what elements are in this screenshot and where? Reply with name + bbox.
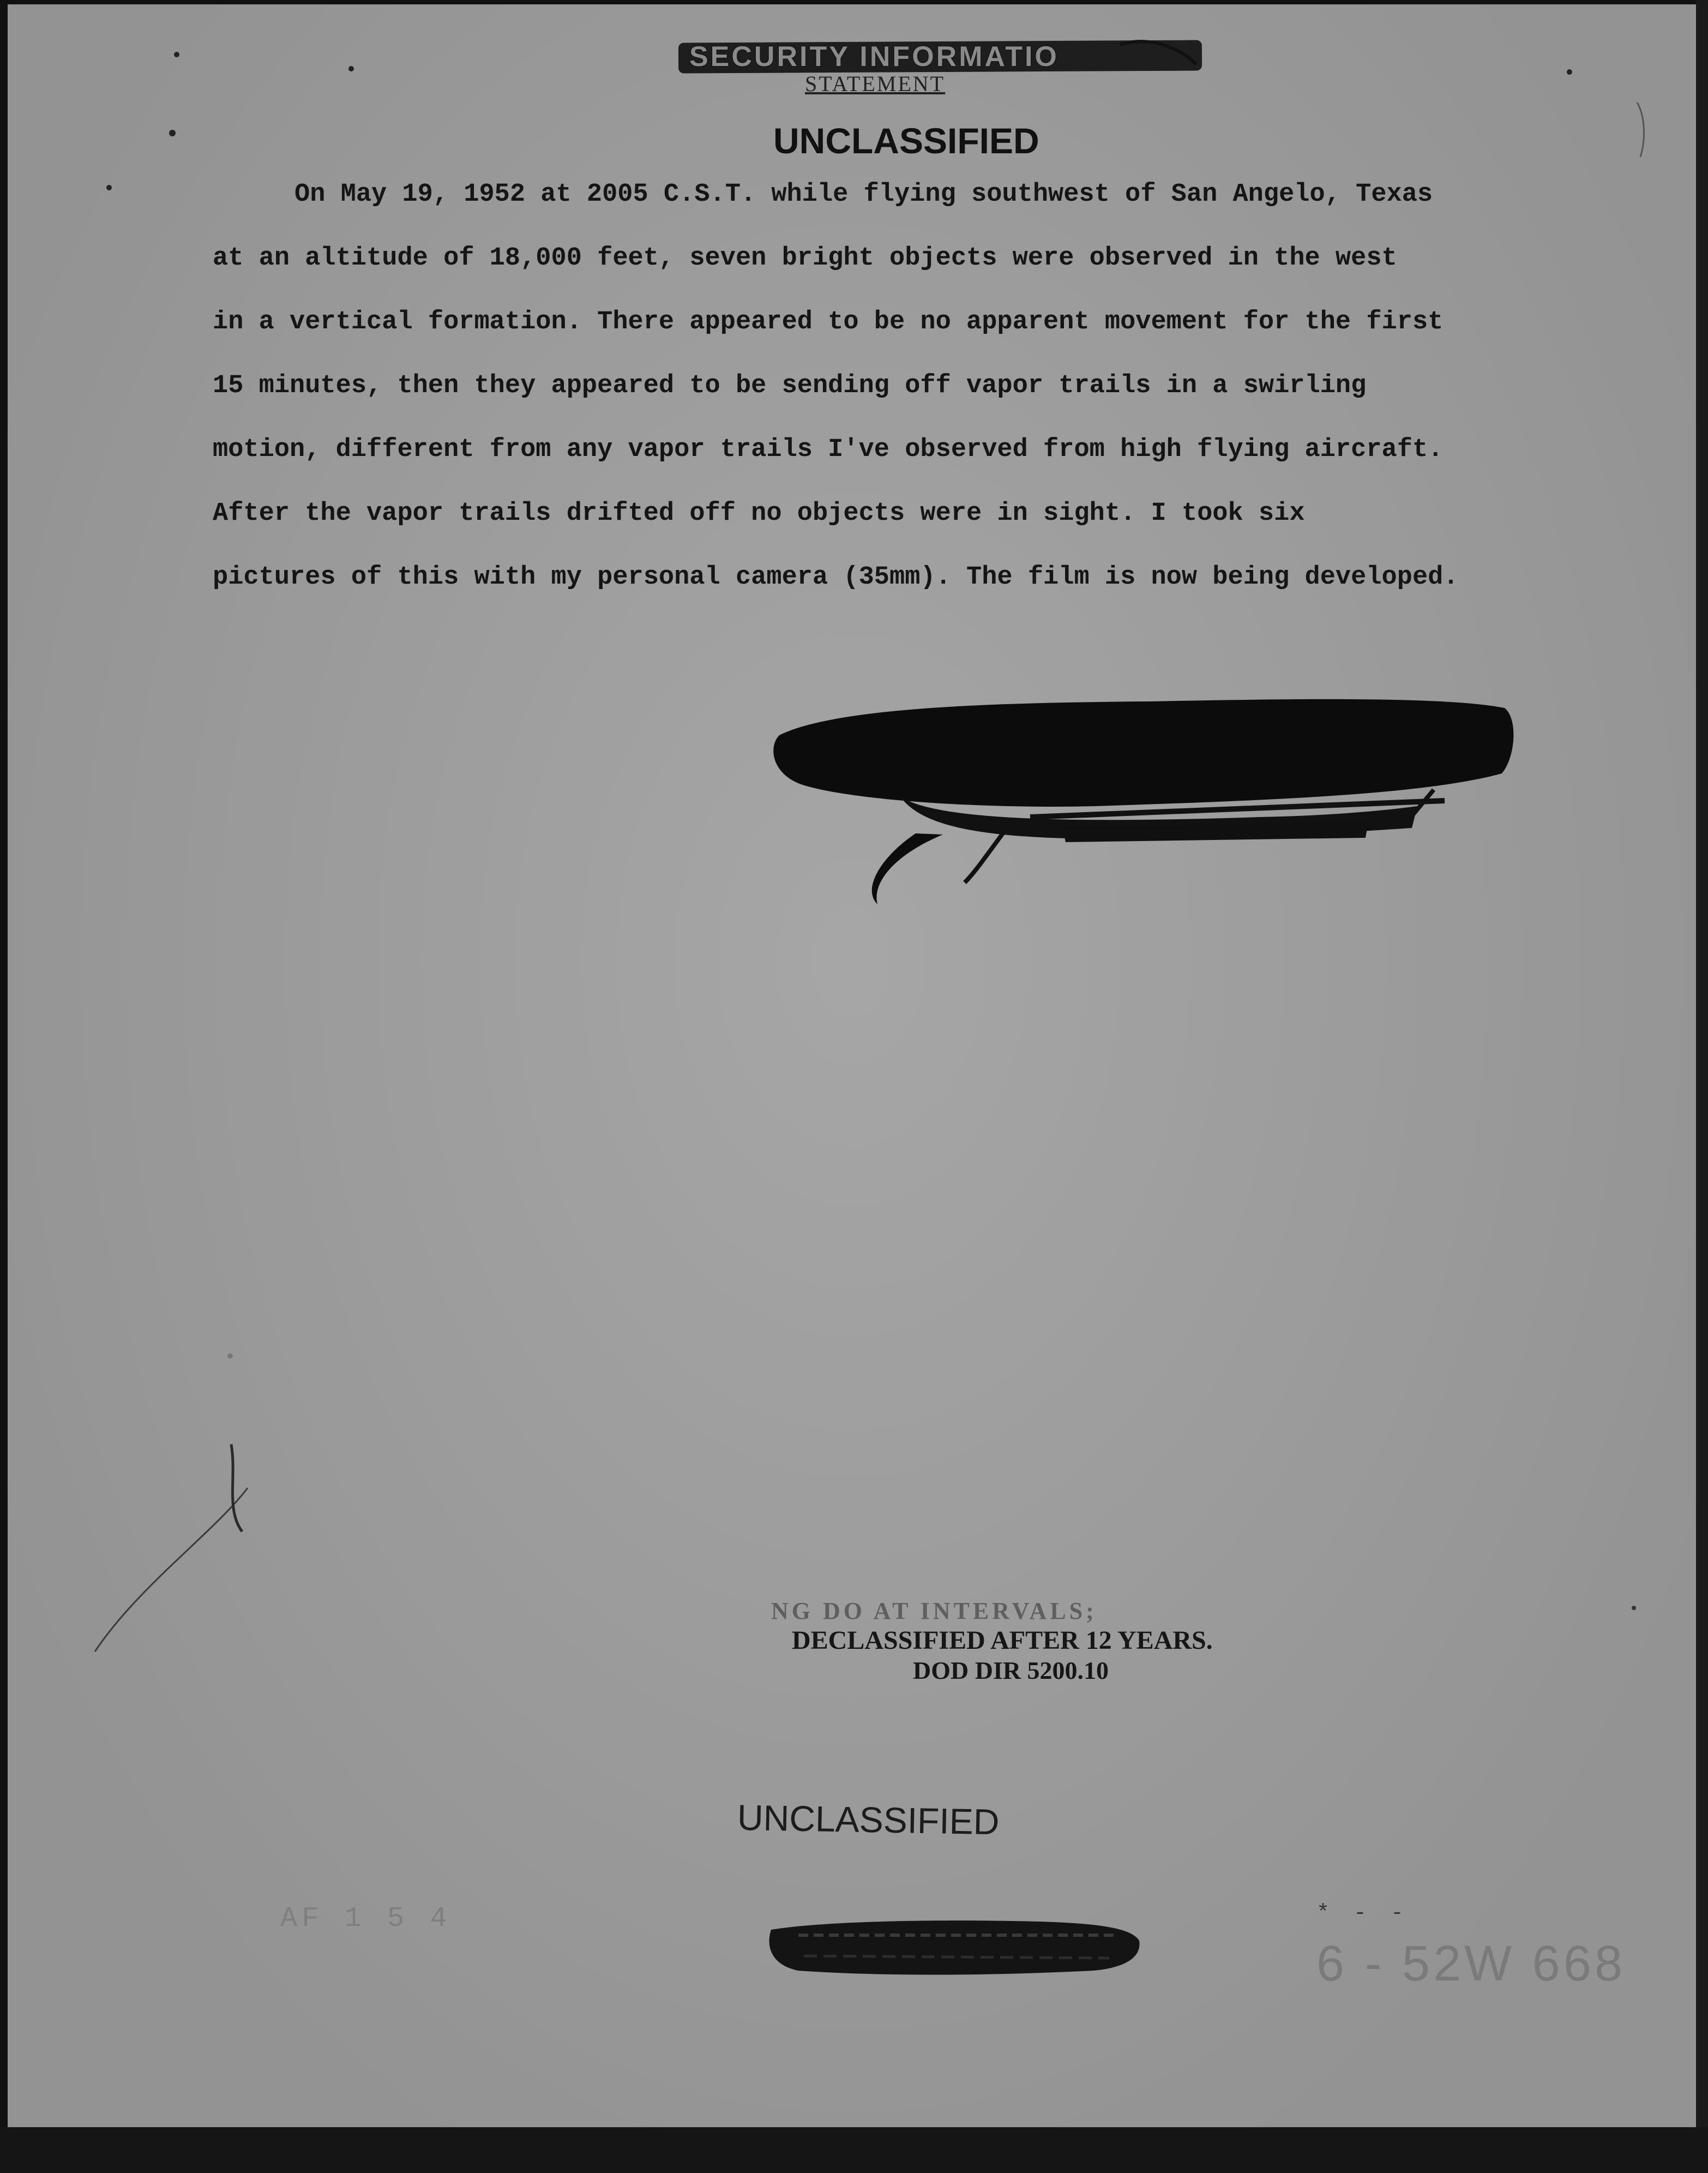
classification-header: UNCLASSIFIED <box>773 121 1039 161</box>
statement-body <box>213 163 1543 609</box>
redacted-stamp <box>766 1913 1142 1979</box>
body-line: at an altitude of 18,000 feet, seven bright objects were observed in the west <box>213 244 1397 273</box>
declass-line-3: DOD DIR 5200.10 <box>913 1656 1109 1684</box>
scan-edge-bottom <box>0 2127 1708 2173</box>
file-tick-marks: * - - <box>1316 1901 1410 1926</box>
body-line: After the vapor trails drifted off no objects were in sight. I took six <box>213 499 1305 528</box>
paper-sheet <box>8 4 1696 2132</box>
declassification-stamp <box>771 1597 1360 1685</box>
body-line: pictures of this with my personal camera (35mm). The film is now being developed. <box>213 563 1459 592</box>
body-line: in a vertical formation. There appeared to be no apparent movement for the first <box>213 308 1444 337</box>
body-line: 15 minutes, then they appeared to be sending off vapor trails in a swirling <box>213 371 1367 400</box>
body-line: motion, different from any vapor trails I've observed from high flying aircraft. <box>213 435 1444 464</box>
body-line: On May 19, 1952 at 2005 C.S.T. while flying southwest of San Angelo, Texas <box>294 180 1433 209</box>
security-information-stamp <box>678 38 1202 73</box>
scan-edge-right <box>1696 0 1708 2173</box>
declass-line-1: NG DO AT INTERVALS; <box>771 1598 1097 1624</box>
faint-stamp-code: AF 1 5 4 <box>280 1902 452 1935</box>
security-stamp-text: SECURITY INFORMATIO <box>689 41 1059 73</box>
statement-label: STATEMENT <box>805 71 946 96</box>
declass-line-2: DECLASSIFIED AFTER 12 YEARS. <box>792 1626 1213 1655</box>
redacted-signature <box>768 692 1521 921</box>
file-number-stamp: 6 - 52W 668 <box>1316 1936 1626 1991</box>
classification-footer: UNCLASSIFIED <box>737 1797 1000 1842</box>
